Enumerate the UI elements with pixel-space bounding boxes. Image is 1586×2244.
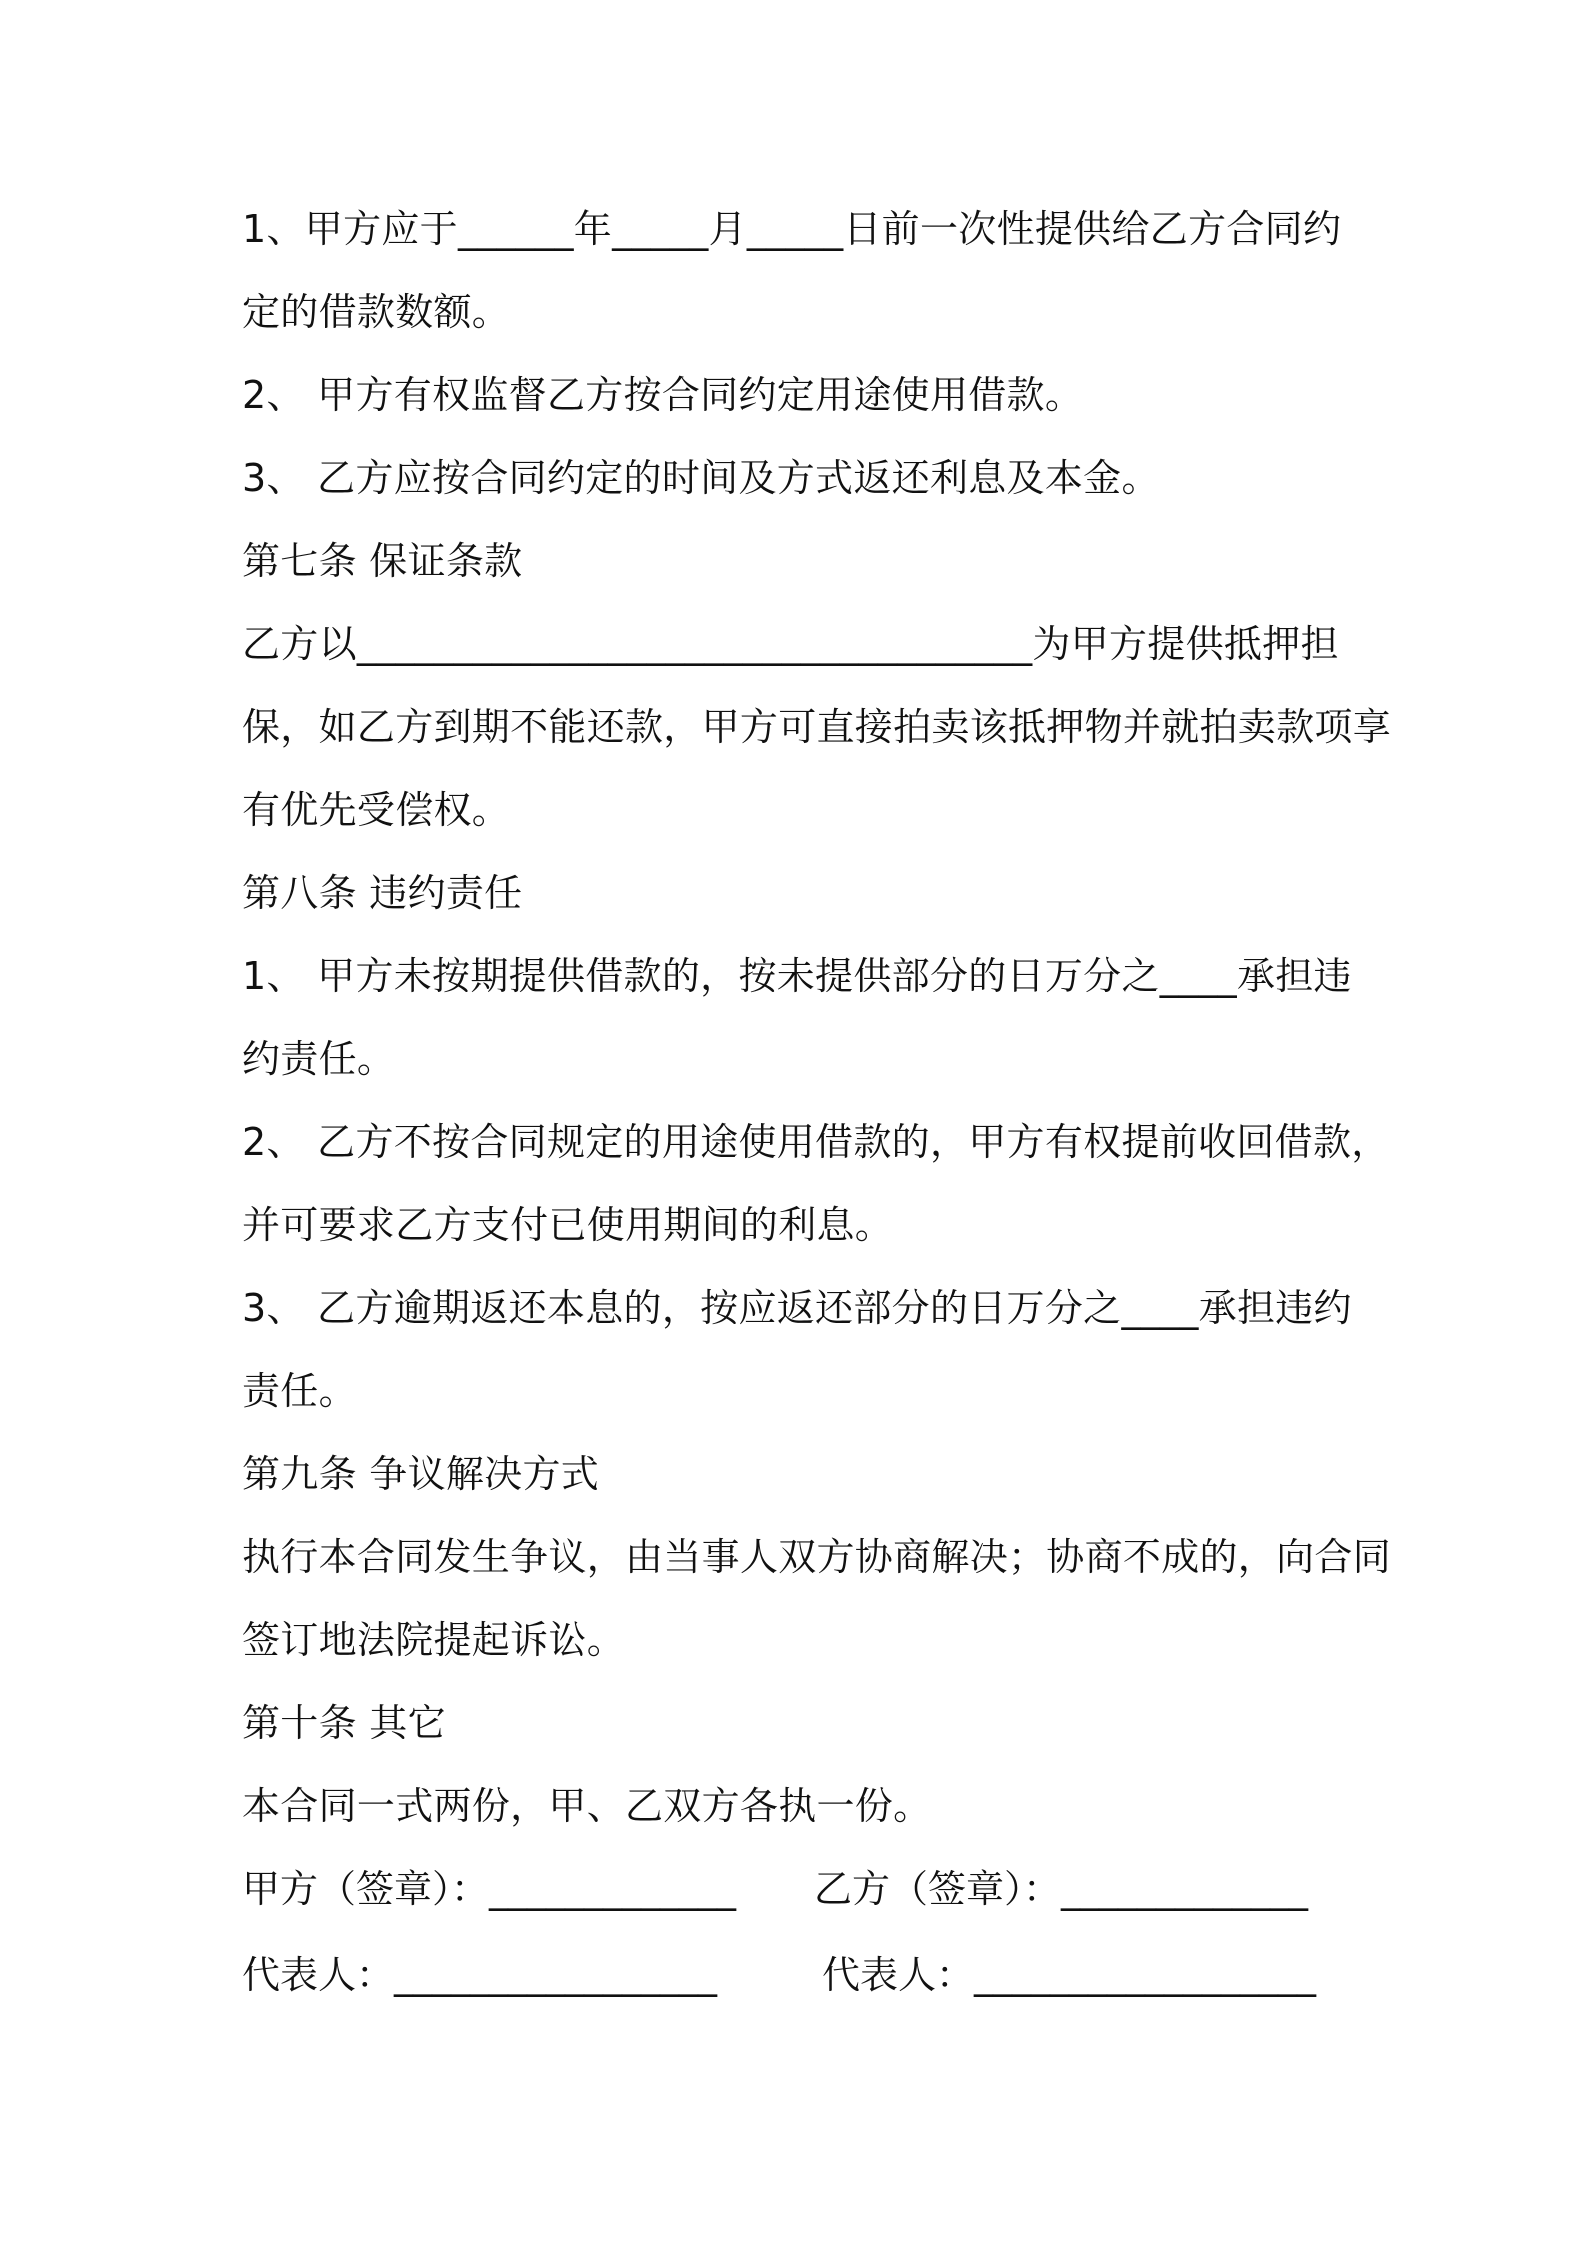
article-8-item-3-line-2: 责任。 bbox=[242, 1369, 357, 1413]
article-10-heading: 第十条 其它 bbox=[242, 1701, 446, 1745]
clause-6-item-1-line-2: 定的借款数额。 bbox=[242, 290, 511, 334]
clause-6-item-3: 3、 乙方应按合同约定的时间及方式返还利息及本金。 bbox=[242, 456, 1160, 500]
article-9-line-1: 执行本合同发生争议，由当事人双方协商解决；协商不成的，向合同 bbox=[242, 1535, 1392, 1579]
signature-row-seal bbox=[242, 1856, 1362, 1942]
signature-row-representative bbox=[242, 1942, 1362, 2028]
article-8-item-2-line-2: 并可要求乙方支付已使用期间的利息。 bbox=[242, 1203, 894, 1247]
clause-6-item-2: 2、 甲方有权监督乙方按合同约定用途使用借款。 bbox=[242, 373, 1084, 417]
clause-6-item-1-line-1: 1、甲方应于______年_____月_____日前一次性提供给乙方合同约 bbox=[242, 207, 1342, 251]
article-10-line-1: 本合同一式两份，甲、乙双方各执一份。 bbox=[242, 1784, 932, 1828]
article-8-item-1-line-2: 约责任。 bbox=[242, 1037, 396, 1081]
article-7-heading: 第七条 保证条款 bbox=[242, 539, 523, 583]
party-a-representative-field: 代表人：_________________ bbox=[242, 1953, 718, 1997]
article-8-item-2-line-1: 2、 乙方不按合同规定的用途使用借款的，甲方有权提前收回借款， bbox=[242, 1120, 1390, 1164]
contract-text bbox=[242, 196, 1392, 2028]
article-8-item-1-line-1: 1、 甲方未按期提供借款的，按未提供部分的日万分之____承担违 bbox=[242, 954, 1352, 998]
article-8-item-3-line-1: 3、 乙方逾期返还本息的，按应返还部分的日万分之____承担违约 bbox=[242, 1286, 1352, 1330]
party-b-representative-field: 代表人：__________________ bbox=[822, 1953, 1317, 1997]
article-7-line-3: 有优先受偿权。 bbox=[242, 788, 511, 832]
article-7-line-1: 乙方以___________________________________为甲方提供抵押担 bbox=[242, 622, 1339, 666]
article-7-line-2: 保，如乙方到期不能还款，甲方可直接拍卖该抵押物并就拍卖款项享 bbox=[242, 705, 1392, 749]
article-9-line-2: 签订地法院提起诉讼。 bbox=[242, 1618, 626, 1662]
party-a-seal-field: 甲方（签章）：_____________ bbox=[242, 1867, 737, 1911]
article-8-heading: 第八条 违约责任 bbox=[242, 871, 523, 915]
article-9-heading: 第九条 争议解决方式 bbox=[242, 1452, 600, 1496]
party-b-seal-field: 乙方（签章）：_____________ bbox=[814, 1867, 1309, 1911]
